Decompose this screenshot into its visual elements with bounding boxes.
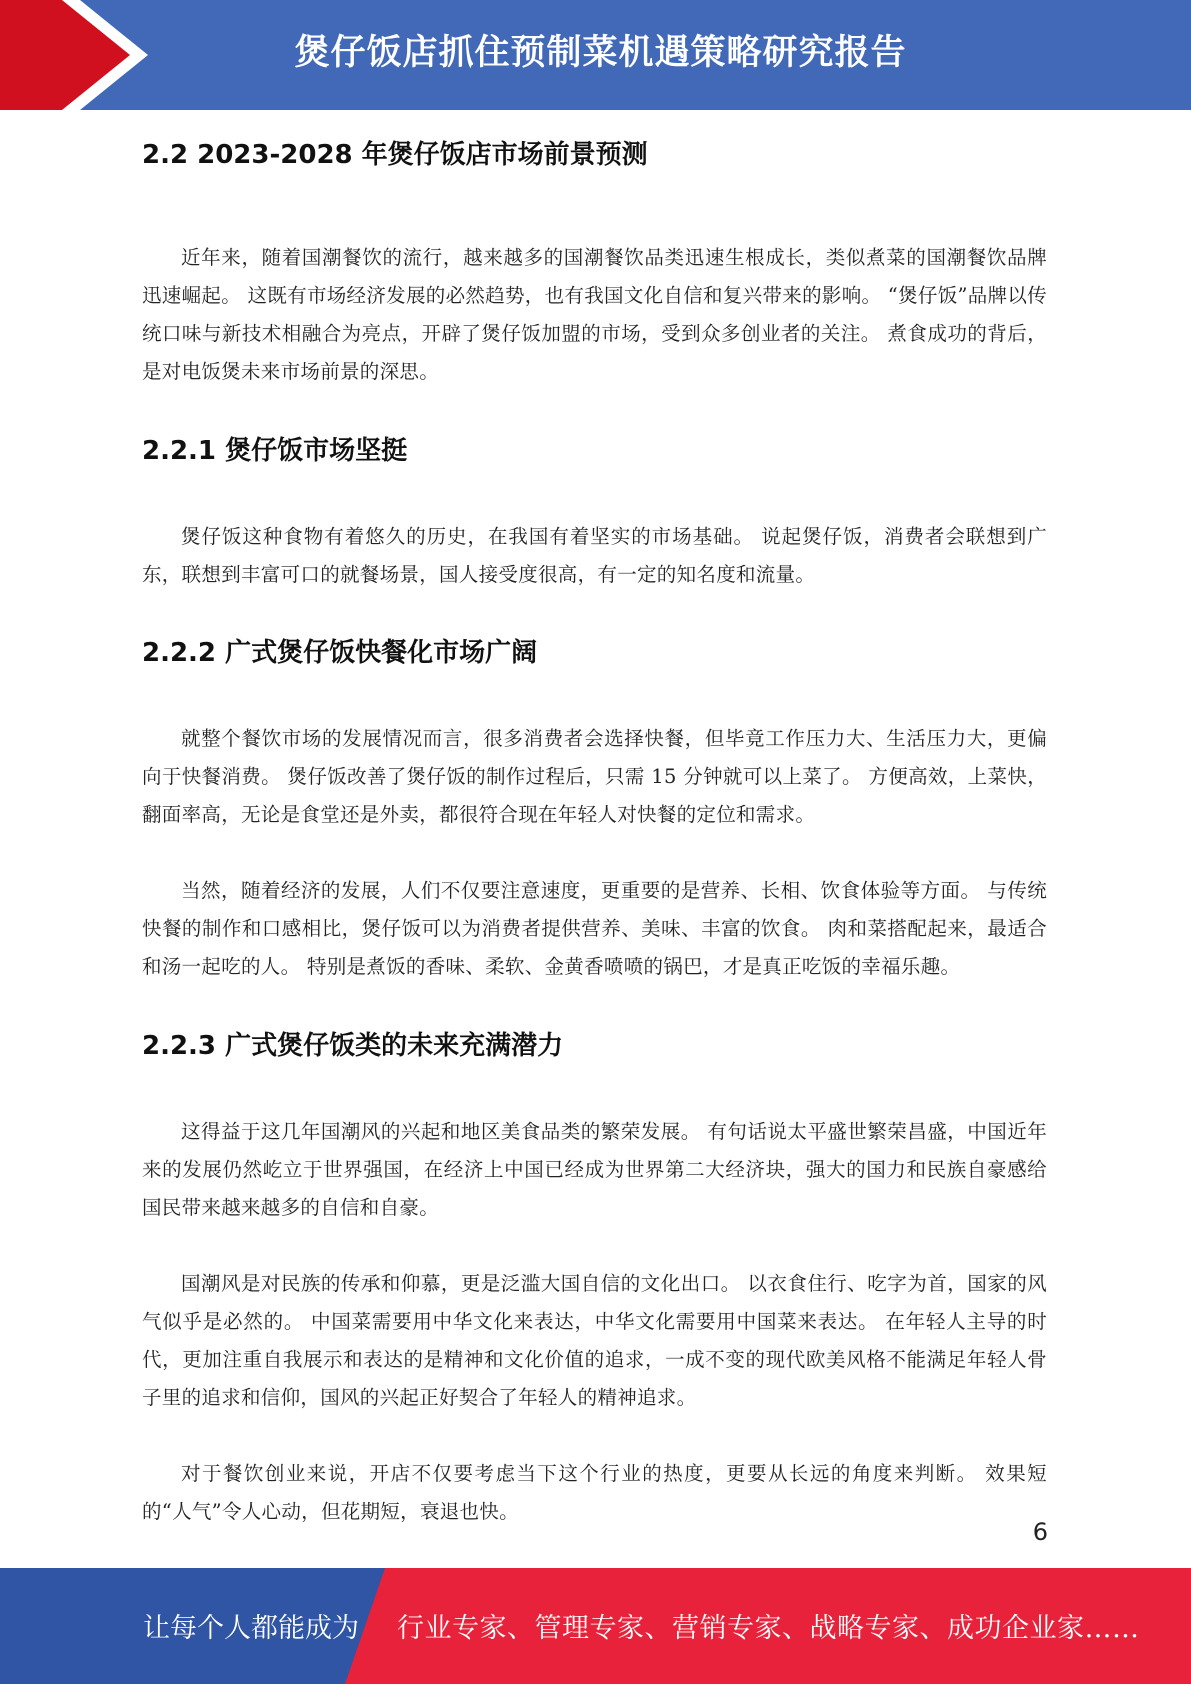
paragraph: 煲仔饭这种食物有着悠久的历史，在我国有着坚实的市场基础。 说起煲仔饭，消费者会联想到广东，联想到丰富可口的就餐场景，国人接受度很高，有一定的知名度和流量。 (142, 525, 1047, 586)
paragraph: 就整个餐饮市场的发展情况而言，很多消费者会选择快餐，但毕竟工作压力大、生活压力大，更偏向于快餐消费。 煲仔饭改善了煲仔饭的制作过程后，只需 15 分钟就可以上菜了。 方便高效，上菜快，翻面率高，无论是食堂还是外卖，都很符合现在年轻人对快餐的定位和需求。 (142, 727, 1047, 826)
section-heading-2-2-3: 2.2.3 广式煲仔饭类的未来充满潜力 (142, 1031, 564, 1061)
paragraph: 当然，随着经济的发展，人们不仅要注意速度，更重要的是营养、长相、饮食体验等方面。 与传统快餐的制作和口感相比，煲仔饭可以为消费者提供营养、美味、丰富的饮食。 肉和菜搭配起来，最适合和汤一起吃的人。 特别是煮饭的香味、柔软、金黄香喷喷的锅巴，才是真正吃饭的幸福乐趣。 (142, 879, 1047, 978)
paragraph: 这得益于这几年国潮风的兴起和地区美食品类的繁荣发展。 有句话说太平盛世繁荣昌盛，中国近年来的发展仍然屹立于世界强国，在经济上中国已经成为世界第二大经济块，强大的国力和民族自豪感给国民带来越来越多的自信和自豪。 (142, 1120, 1047, 1219)
document-body (142, 128, 1047, 1531)
paragraph: 对于餐饮创业来说，开店不仅要考虑当下这个行业的热度，更要从长远的角度来判断。 效果短的“人气”令人心动，但花期短，衰退也快。 (142, 1462, 1047, 1523)
section-heading-2-2: 2.2 2023-2028 年煲仔饭店市场前景预测 (142, 140, 648, 170)
paragraph: 国潮风是对民族的传承和仰慕，更是泛滥大国自信的文化出口。 以衣食住行、吃字为首，国家的风气似乎是必然的。 中国菜需要用中华文化来表达，中华文化需要用中国菜来表达。 在年轻人主导的时代，更加注重自我展示和表达的是精神和文化价值的追求，一成不变的现代欧美风格不能满足年轻人骨子里的追求和信仰，国风的兴起正好契合了年轻人的精神追求。 (142, 1272, 1047, 1409)
page-number: 6 (1032, 1518, 1048, 1546)
paragraph: 近年来，随着国潮餐饮的流行，越来越多的国潮餐饮品类迅速生根成长，类似煮菜的国潮餐饮品牌迅速崛起。 这既有市场经济发展的必然趋势，也有我国文化自信和复兴带来的影响。 “煲仔饭”品牌以传统口味与新技术相融合为亮点，开辟了煲仔饭加盟的市场，受到众多创业者的关注。 煮食成功的背后，是对电饭煲未来市场前景的深思。 (142, 246, 1047, 383)
page-footer (0, 1568, 1191, 1684)
footer-slogan-right: 行业专家、管理专家、营销专家、战略专家、成功企业家…… (397, 1613, 1140, 1644)
section-heading-2-2-2: 2.2.2 广式煲仔饭快餐化市场广阔 (142, 638, 538, 668)
footer-slogan-left: 让每个人都能成为 (143, 1613, 359, 1644)
page-header (0, 0, 1191, 110)
document-title: 煲仔饭店抓住预制菜机遇策略研究报告 (294, 33, 907, 73)
section-heading-2-2-1: 2.2.1 煲仔饭市场坚挺 (142, 436, 408, 466)
